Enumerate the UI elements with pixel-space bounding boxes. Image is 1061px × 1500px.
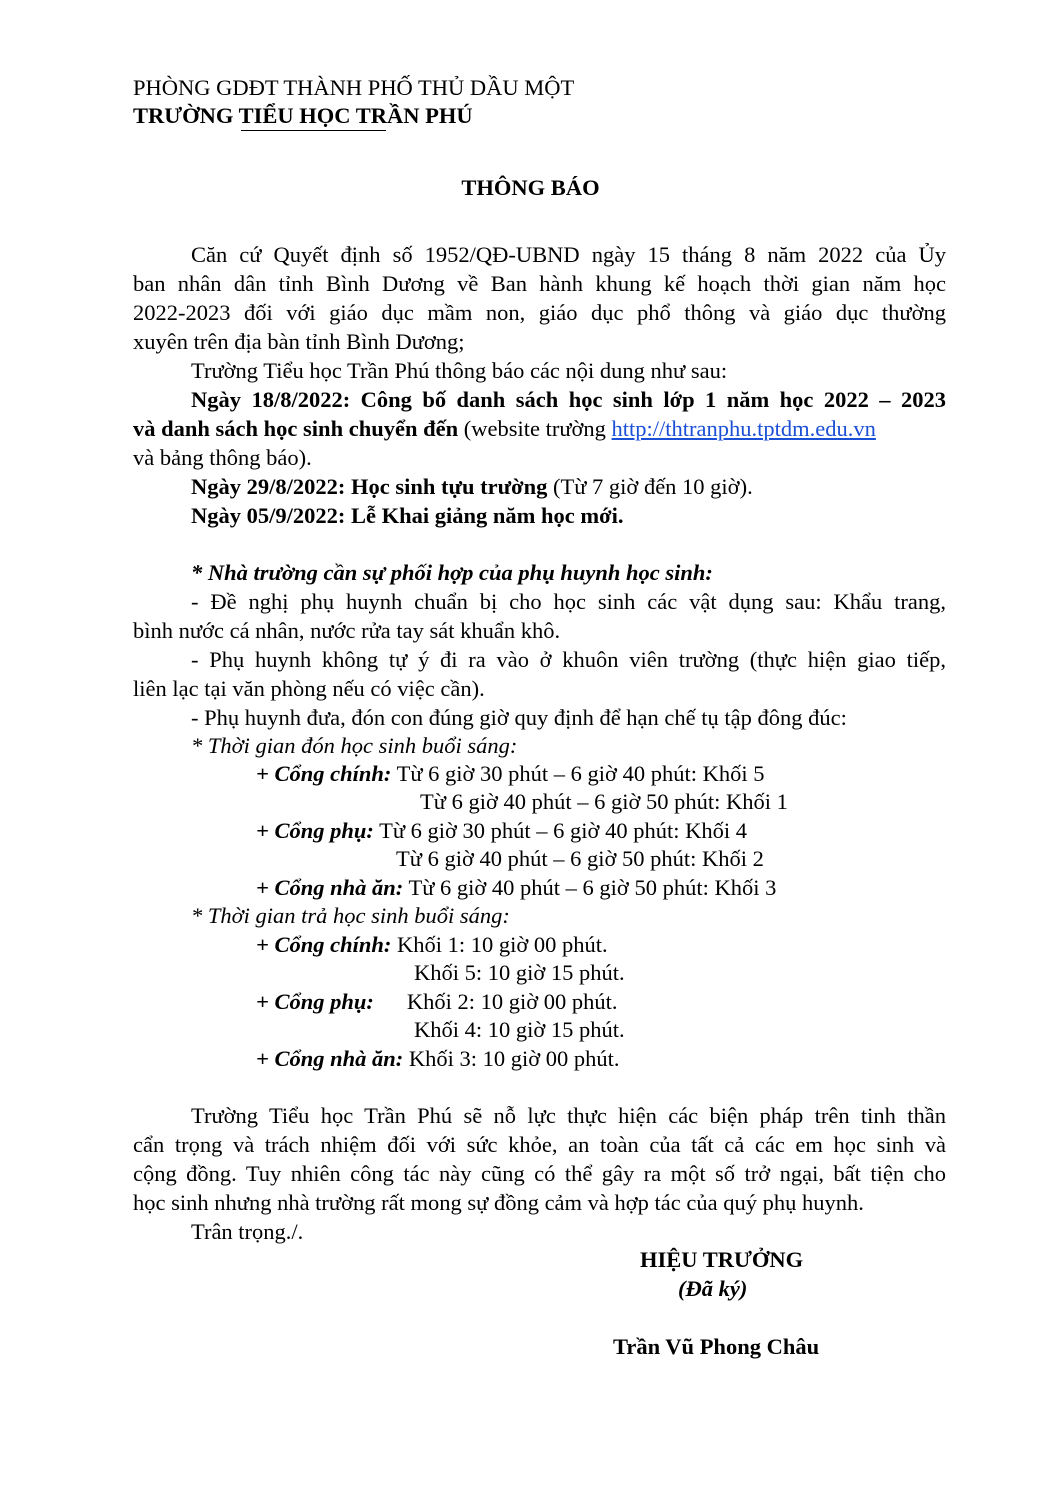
schedule-item-1-line-1: Ngày 18/8/2022: Công bố danh sách học sinh lớp 1 năm học 2022 – 2023 — [191, 387, 946, 412]
header-underline — [241, 130, 386, 131]
cooperation-p1-line-1: - Đề nghị phụ huynh chuẩn bị cho học sinh các vật dụng sau: Khẩu trang, — [191, 589, 946, 614]
cooperation-p2-line-2: liên lạc tại văn phòng nếu có việc cần). — [133, 676, 485, 701]
pickup-side-gate-1 — [256, 988, 618, 1016]
pickup-canteen-gate-time-1: Khối 3: 10 giờ 00 phút. — [403, 1046, 620, 1071]
dropoff-side-gate-2: Từ 6 giờ 40 phút – 6 giờ 50 phút: Khối 2 — [396, 846, 764, 871]
schedule-item-2-bold: Ngày 29/8/2022: Học sinh tựu trường — [191, 474, 548, 499]
school-name: TRƯỜNG TIỂU HỌC TRẦN PHÚ — [133, 103, 473, 128]
dropoff-canteen-gate-time-1: Từ 6 giờ 40 phút – 6 giờ 50 phút: Khối 3 — [403, 875, 777, 900]
pickup-side-gate-2: Khối 4: 10 giờ 15 phút. — [414, 1017, 625, 1042]
dropoff-side-gate-time-1: Từ 6 giờ 30 phút – 6 giờ 40 phút: Khối 4 — [373, 818, 747, 843]
intro-line-3: 2022-2023 đối với giáo dục mầm non, giáo dục phổ thông và giáo dục thường — [133, 300, 946, 325]
dropoff-main-gate-time-1: Từ 6 giờ 30 phút – 6 giờ 40 phút: Khối 5 — [391, 761, 765, 786]
schedule-item-1-normal: (website trường — [458, 416, 612, 441]
cooperation-p3-line-1: - Phụ huynh đưa, đón con đúng giờ quy định để hạn chế tụ tập đông đúc: — [191, 705, 847, 730]
dropoff-main-gate-label: + Cổng chính: — [256, 761, 392, 786]
dropoff-heading: * Thời gian đón học sinh buổi sáng: — [191, 733, 518, 758]
pickup-main-gate-label: + Cổng chính: — [256, 932, 392, 957]
closing-line-3: cộng đồng. Tuy nhiên công tác này cũng có thể gây ra một số trở ngại, bất tiện cho — [133, 1161, 946, 1186]
closing-line-2: cẩn trọng và trách nhiệm đối với sức khỏe, an toàn của tất cả các em học sinh và — [133, 1132, 946, 1157]
pickup-main-gate-time-1: Khối 1: 10 giờ 00 phút. — [391, 932, 608, 957]
pickup-heading: * Thời gian trả học sinh buổi sáng: — [191, 903, 510, 928]
schedule-item-1-line-3: và bảng thông báo). — [133, 445, 312, 470]
intro-line-2: ban nhân dân tỉnh Bình Dương về Ban hành khung kế hoạch thời gian năm học — [133, 271, 946, 296]
cooperation-p1-line-2: bình nước cá nhân, nước rửa tay sát khuẩn khô. — [133, 618, 561, 643]
document-title: THÔNG BÁO — [461, 175, 600, 200]
closing-line-1: Trường Tiểu học Trần Phú sẽ nỗ lực thực hiện các biện pháp trên tinh thần — [191, 1103, 946, 1128]
dropoff-side-gate-label: + Cổng phụ: — [256, 818, 374, 843]
schedule-item-1-line-2 — [133, 415, 876, 443]
cooperation-p2-line-1: - Phụ huynh không tự ý đi ra vào ở khuôn viên trường (thực hiện giao tiếp, — [191, 647, 946, 672]
closing-regards: Trân trọng./. — [191, 1219, 304, 1244]
dropoff-side-gate-1 — [256, 817, 747, 845]
cooperation-heading: * Nhà trường cần sự phối hợp của phụ huynh học sinh: — [191, 560, 713, 585]
closing-line-4: học sinh nhưng nhà trường rất mong sự đồng cảm và hợp tác của quý phụ huynh. — [133, 1190, 864, 1215]
schedule-item-1-bold: và danh sách học sinh chuyển đến — [133, 416, 459, 441]
signature-role: HIỆU TRƯỞNG — [640, 1247, 804, 1272]
signature-name: Trần Vũ Phong Châu — [613, 1334, 820, 1359]
intro-line-4: xuyên trên địa bàn tỉnh Bình Dương; — [133, 329, 465, 354]
pickup-side-gate-time-1: Khối 2: 10 giờ 00 phút. — [406, 989, 618, 1014]
pickup-canteen-gate-1 — [256, 1045, 620, 1073]
dropoff-canteen-gate-label: + Cổng nhà ăn: — [256, 875, 404, 900]
pickup-main-gate-1 — [256, 931, 608, 959]
dropoff-canteen-gate-1 — [256, 874, 776, 902]
school-website-link[interactable]: http://thtranphu.tptdm.edu.vn — [611, 416, 876, 441]
pickup-main-gate-2: Khối 5: 10 giờ 15 phút. — [414, 960, 625, 985]
pickup-canteen-gate-label: + Cổng nhà ăn: — [256, 1046, 404, 1071]
intro-line-1: Căn cứ Quyết định số 1952/QĐ-UBND ngày 15 tháng 8 năm 2022 của Ủy — [191, 242, 946, 267]
pickup-side-gate-label: + Cổng phụ: — [256, 989, 374, 1014]
schedule-item-2-normal: (Từ 7 giờ đến 10 giờ). — [547, 474, 753, 499]
department-name: PHÒNG GDĐT THÀNH PHỐ THỦ DẦU MỘT — [133, 75, 575, 100]
schedule-item-2 — [191, 473, 753, 501]
intro-line-5: Trường Tiểu học Trần Phú thông báo các nội dung như sau: — [191, 358, 728, 383]
signature-signed: (Đã ký) — [678, 1276, 748, 1301]
schedule-item-3: Ngày 05/9/2022: Lễ Khai giảng năm học mới. — [191, 503, 624, 528]
dropoff-main-gate-2: Từ 6 giờ 40 phút – 6 giờ 50 phút: Khối 1 — [420, 789, 788, 814]
dropoff-main-gate-1 — [256, 760, 764, 788]
